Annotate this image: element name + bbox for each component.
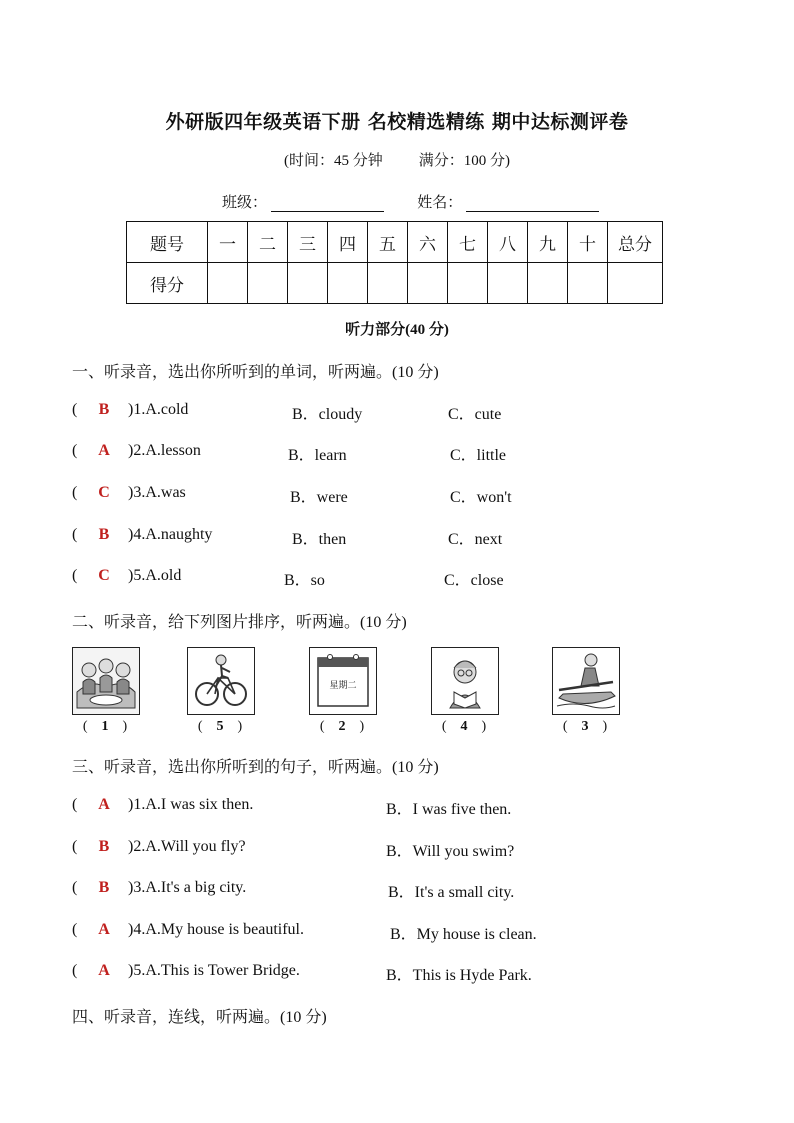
open-paren: (: [72, 567, 78, 584]
calendar-icon: [309, 647, 377, 715]
option-b: B．cloudy: [292, 406, 363, 423]
option-a: )5.A.This is Tower Bridge.: [128, 962, 300, 979]
open-paren: (: [72, 442, 78, 459]
section-2-title: 二、听录音，给下列图片排序，听两遍。(10 分): [72, 614, 407, 631]
score-cell[interactable]: [208, 263, 248, 304]
score-cell[interactable]: [408, 263, 448, 304]
order-number: 5: [216, 719, 224, 734]
option-a: )4.A.My house is beautiful.: [128, 921, 304, 938]
grandma-reading-icon: [431, 647, 499, 715]
option-a: )2.A.Will you fly?: [128, 838, 246, 855]
part-title: 听力部分(40 分): [345, 322, 449, 338]
answer-mark: A: [98, 796, 110, 813]
class-field[interactable]: [271, 195, 384, 212]
score-cell[interactable]: [608, 263, 663, 304]
picture-order: ( 2 ): [319, 719, 365, 734]
picnic-icon: [72, 647, 140, 715]
answer-mark: B: [98, 526, 110, 543]
score-cell[interactable]: [328, 263, 368, 304]
answer-mark: A: [98, 962, 110, 979]
section-3-title: 三、听录音，选出你所听到的句子，听两遍。(10 分): [72, 759, 439, 776]
score-cell[interactable]: [448, 263, 488, 304]
option-c: C．cute: [448, 406, 502, 423]
option-b: B．Will you swim?: [386, 843, 515, 860]
section-4-title: 四、听录音，连线，听两遍。(10 分): [72, 1009, 327, 1026]
order-number: 2: [338, 719, 346, 734]
score-table: [126, 221, 663, 304]
answer-mark: C: [98, 567, 110, 584]
table-cell: 十: [568, 222, 608, 263]
table-cell: 九: [528, 222, 568, 263]
exam-subtitle: [0, 149, 794, 170]
name-label: 姓名：: [417, 195, 463, 211]
exam-title: 外研版四年级英语下册 名校精选精练 期中达标测评卷: [165, 111, 629, 133]
option-a: )4.A.naughty: [128, 526, 213, 543]
answer-mark: A: [98, 921, 110, 938]
bicycle-icon: [187, 647, 255, 715]
table-cell: 二: [248, 222, 288, 263]
answer-mark: B: [98, 838, 110, 855]
option-b: B．were: [290, 489, 348, 506]
order-number: 3: [581, 719, 589, 734]
option-a: )5.A.old: [128, 567, 182, 584]
option-c: C．little: [450, 447, 507, 464]
score-cell[interactable]: [248, 263, 288, 304]
table-cell: 六: [408, 222, 448, 263]
table-cell: 得分: [127, 263, 208, 304]
option-b: B．It's a small city.: [388, 884, 515, 901]
option-c: C．next: [448, 531, 503, 548]
option-c: C．won't: [450, 489, 512, 506]
open-paren: (: [72, 484, 78, 501]
open-paren: (: [72, 962, 78, 979]
order-number: 1: [101, 719, 109, 734]
score-table-score-row: [127, 263, 663, 304]
answer-mark: C: [98, 484, 110, 501]
table-cell: 总分: [608, 222, 663, 263]
answer-mark: B: [98, 401, 110, 418]
table-cell: 四: [328, 222, 368, 263]
answer-mark: A: [98, 442, 110, 459]
order-number: 4: [460, 719, 468, 734]
table-cell: 一: [208, 222, 248, 263]
student-info: [222, 191, 599, 212]
open-paren: (: [72, 921, 78, 938]
option-b: B．learn: [288, 447, 347, 464]
open-paren: (: [72, 796, 78, 813]
table-cell: 八: [488, 222, 528, 263]
picture-order: ( 4 ): [441, 719, 487, 734]
rowing-icon: [552, 647, 620, 715]
option-b: B．My house is clean.: [390, 926, 537, 943]
option-c: C．close: [444, 572, 504, 589]
table-cell: 三: [288, 222, 328, 263]
open-paren: (: [72, 879, 78, 896]
option-a: )2.A.lesson: [128, 442, 201, 459]
open-paren: (: [72, 526, 78, 543]
picture-order: ( 3 ): [562, 719, 608, 734]
table-cell: 题号: [127, 222, 208, 263]
option-a: )1.A.cold: [128, 401, 189, 418]
time-limit: (时间：45 分钟: [284, 153, 383, 169]
score-cell[interactable]: [568, 263, 608, 304]
option-a: )3.A.was: [128, 484, 186, 501]
score-cell[interactable]: [288, 263, 328, 304]
full-score: 满分：100 分): [418, 153, 510, 169]
calendar-text: 星期二: [329, 681, 357, 691]
answer-mark: B: [98, 879, 110, 896]
option-b: B．so: [284, 572, 325, 589]
class-label: 班级：: [222, 195, 268, 211]
open-paren: (: [72, 838, 78, 855]
option-b: B．This is Hyde Park.: [386, 967, 532, 984]
option-a: )1.A.I was six then.: [128, 796, 254, 813]
table-cell: 五: [368, 222, 408, 263]
name-field[interactable]: [466, 195, 599, 212]
open-paren: (: [72, 401, 78, 418]
picture-order: ( 1 ): [82, 719, 128, 734]
score-cell[interactable]: [368, 263, 408, 304]
score-table-header-row: [127, 222, 663, 263]
option-b: B．then: [292, 531, 347, 548]
option-a: )3.A.It's a big city.: [128, 879, 247, 896]
score-cell[interactable]: [528, 263, 568, 304]
picture-order: ( 5 ): [197, 719, 243, 734]
option-b: B．I was five then.: [386, 801, 512, 818]
section-1-title: 一、听录音，选出你所听到的单词，听两遍。(10 分): [72, 364, 439, 381]
table-cell: 七: [448, 222, 488, 263]
score-cell[interactable]: [488, 263, 528, 304]
